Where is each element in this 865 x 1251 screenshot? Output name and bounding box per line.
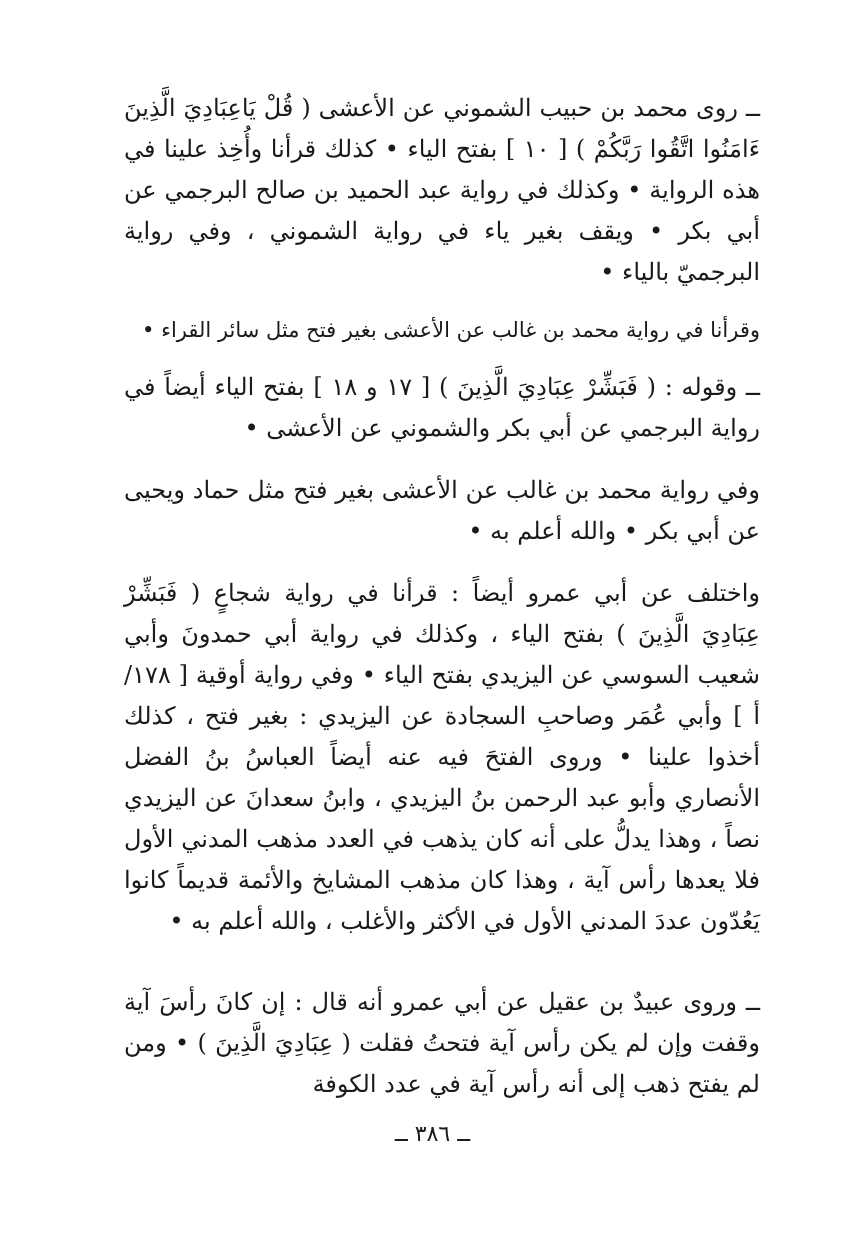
- paragraph-3: ــ وقوله : ( فَبَشِّرْ عِبَادِيَ الَّذِينَ ) [ ١٧ و ١٨ ] بفتح الياء أيضاً في رواية البرجمي عن أبي بكر والشموني عن الأعشى •: [124, 373, 760, 442]
- page-number: ــ ٣٨٦ ــ: [394, 1122, 471, 1147]
- paragraph-2: وقرأنا في رواية محمد بن غالب عن الأعشى بغير فتح مثل سائر القراء •: [142, 318, 760, 342]
- paragraph-1: ــ روى محمد بن حبيب الشموني عن الأعشى ( قُلْ يَاعِبَادِيَ الَّذِينَ ءَامَنُوا اتَّقُوا رَبَّكُمْ ) [ ١٠ ] بفتح الياء • كذلك قرأنا وأُخِذ علينا في هذه الرواية • وكذلك في رواية عبد الحميد بن صالح البرجمي عن أبي بكر • ويقف بغير ياء في رواية الشموني ، وفي رواية البرجميّ بالياء •: [124, 94, 760, 286]
- paragraph-6: ــ وروى عبيدٌ بن عقيل عن أبي عمرو أنه قال : إن كانَ رأسَ آية وقفت وإن لم يكن رأس آية فتحتُ فقلت ( عِبَادِيَ الَّذِينَ ) • ومن لم يفتح ذهب إلى أنه رأس آية في عدد الكوفة: [124, 988, 760, 1098]
- paragraph-4: وفي رواية محمد بن غالب عن الأعشى بغير فتح مثل حماد ويحيى عن أبي بكر • والله أعلم به •: [124, 476, 760, 545]
- paragraph-5: واختلف عن أبي عمرو أيضاً : قرأنا في رواية شجاعٍ ( فَبَشِّرْ عِبَادِيَ الَّذِينَ ) بفتح الياء ، وكذلك في رواية أبي حمدونَ وأبي شعيب السوسي عن اليزيدي بفتح الياء • وفي رواية أوقية [ ١٧٨/أ ] وأبي عُمَر وصاحبِ السجادة عن اليزيدي : بغير فتح ، كذلك أخذوا علينا • وروى الفتحَ فيه عنه أيضاً العباسُ بنُ الفضل الأنصاري وأبو عبد الرحمن بنُ اليزيدي ، وابنُ سعدانَ عن اليزيدي نصاً ، وهذا يدلُّ على أنه كان يذهب في العدد مذهب المدني الأول فلا يعدها رأس آية ، وهذا كان مذهب المشايخ والأئمة قديماً كانوا يَعُدّون عددَ المدني الأول في الأكثر والأغلب ، والله أعلم به •: [124, 579, 760, 935]
